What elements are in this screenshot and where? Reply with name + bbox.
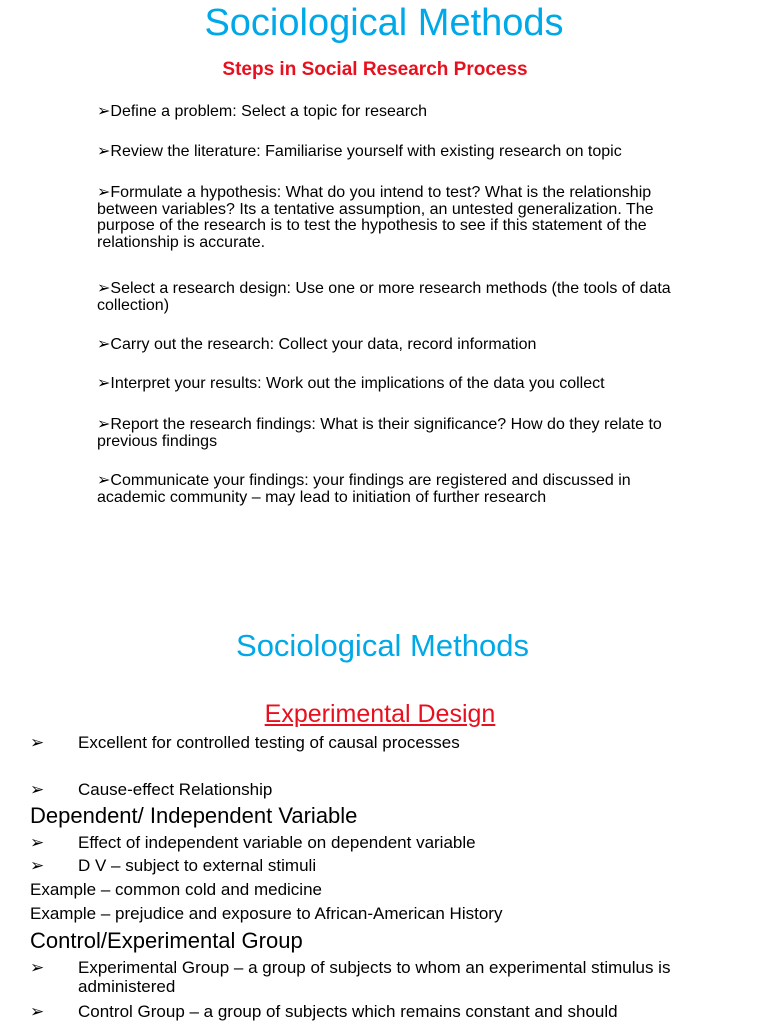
heading-dependent-independent: Dependent/ Independent Variable [30, 803, 358, 828]
step-carry-out-research: ➢Carry out the research: Collect your data, record information [97, 336, 537, 353]
step-review-literature: ➢Review the literature: Familiarise yourself with existing research on topic [97, 143, 622, 160]
arrow-bullet-icon: ➢ [30, 833, 45, 852]
arrow-bullet-icon: ➢ [30, 958, 45, 977]
arrow-bullet-icon: ➢ [30, 780, 45, 799]
slide2-subtitle: Experimental Design [264, 700, 496, 728]
bullet-text: Cause-effect Relationship [78, 780, 273, 799]
bullet-text: Experimental Group – a group of subjects to whom an experimental stimulus is administered [78, 958, 671, 996]
slide2-title: Sociological Methods [236, 628, 529, 663]
bullet-text: Control Group – a group of subjects which remains constant and should [78, 1002, 618, 1021]
arrow-bullet-icon: ➢ [30, 856, 45, 875]
step-interpret-results: ➢Interpret your results: Work out the implications of the data you collect [97, 375, 605, 392]
bullet-text: Effect of independent variable on dependent variable [78, 833, 476, 852]
slide1-title: Sociological Methods [204, 2, 564, 44]
bullet-text: Excellent for controlled testing of causal processes [78, 733, 460, 752]
step-formulate-hypothesis: ➢Formulate a hypothesis: What do you intend to test? What is the relationship between variables? Its a tentative assumption, an untested generalization. The purpose of the research is to test the hypothesis to see if this statement of the relationship is accurate. [97, 184, 654, 251]
example-prejudice: Example – prejudice and exposure to African-American History [30, 904, 503, 923]
arrow-bullet-icon: ➢ [30, 733, 45, 752]
slide1-subtitle: Steps in Social Research Process [222, 59, 528, 80]
heading-control-experimental: Control/Experimental Group [30, 928, 303, 953]
step-research-design: ➢Select a research design: Use one or more research methods (the tools of data collection) [97, 280, 671, 314]
step-report-findings: ➢Report the research findings: What is their significance? How do they relate to previous findings [97, 416, 662, 450]
arrow-bullet-icon: ➢ [30, 1002, 45, 1021]
step-define-problem: ➢Define a problem: Select a topic for research [97, 103, 428, 120]
bullet-text: D V – subject to external stimuli [78, 856, 317, 875]
step-communicate-findings: ➢Communicate your findings: your findings are registered and discussed in academic community – may lead to initiation of further research [97, 472, 631, 506]
example-common-cold: Example – common cold and medicine [30, 880, 322, 899]
